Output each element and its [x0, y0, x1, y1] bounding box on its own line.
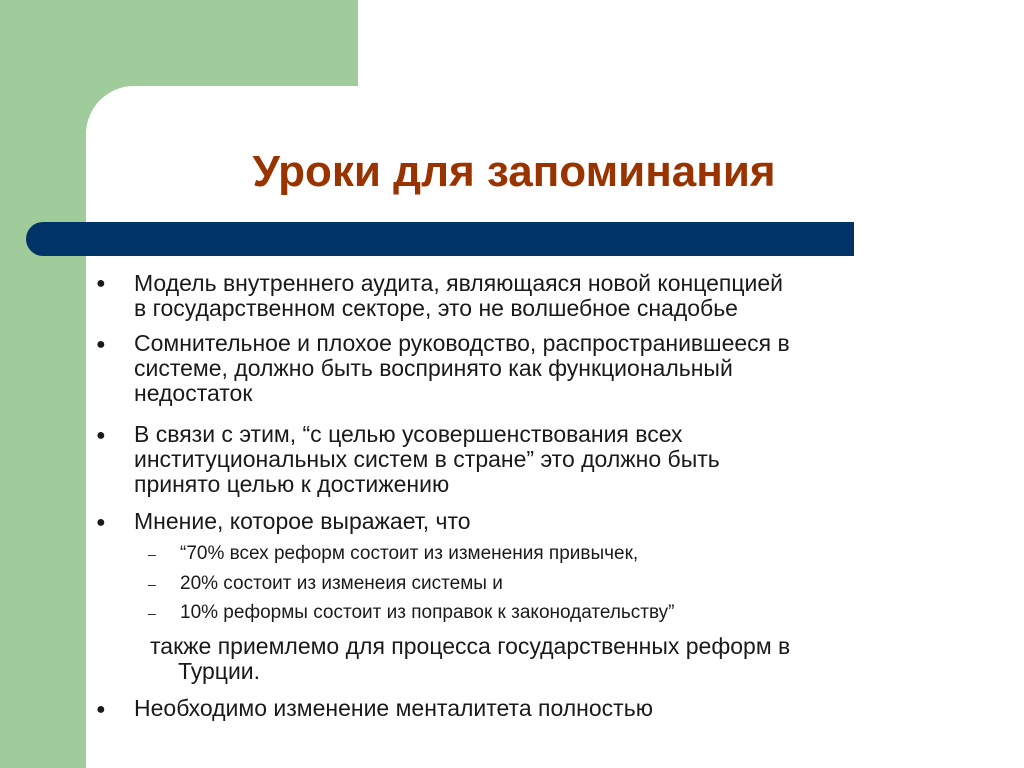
sub-bullet-dash: –: [148, 546, 156, 562]
sub-bullet-dash: –: [148, 605, 156, 621]
bullet-item-3-line-1: В связи с этим, “с целью усовершенствования всех: [134, 421, 683, 447]
bullet-item-5: [134, 696, 964, 721]
sub-item-3: 10% реформы состоит из поправок к законодательству”: [180, 602, 675, 623]
sub-item-1: “70% всех реформ состоит из изменения привычек,: [180, 543, 639, 564]
sub-bullet-dash: –: [148, 576, 156, 592]
bullet-item-1: [134, 271, 964, 321]
bullet-marker: ●: [96, 275, 106, 292]
slide-title: Уроки для запоминания: [252, 147, 776, 196]
bullet-item-4-line-1: Мнение, которое выражает, что: [134, 508, 471, 534]
bullet-item-3-line-3: принято целью к достижению: [134, 471, 450, 497]
bullet-marker: ●: [96, 514, 106, 531]
continuation-text: [150, 634, 960, 684]
bullet-item-2: [134, 331, 964, 406]
bullet-marker: ●: [96, 427, 106, 444]
bullet-item-5-line-1: Необходимо изменение менталитета полностью: [134, 695, 653, 721]
bullet-item-2-line-2: системе, должно быть воспринято как функциональный: [134, 355, 733, 381]
bullet-marker: ●: [96, 336, 106, 353]
sub-item-2: 20% состоит из изменеия системы и: [180, 573, 503, 594]
bullet-item-4: [134, 509, 964, 534]
continuation-line-2: Турции.: [178, 658, 261, 684]
bullet-item-2-line-1: Сомнительное и плохое руководство, распространившееся в: [134, 330, 790, 356]
bullet-item-3-line-2: институциональных систем в стране” это должно быть: [134, 446, 720, 472]
bullet-item-3: [134, 422, 964, 497]
bullet-item-1-line-1: Модель внутреннего аудита, являющаяся новой концепцией: [134, 270, 784, 296]
continuation-line-1: также приемлемо для процесса государственных реформ в: [150, 633, 791, 659]
bullet-item-1-line-2: в государственном секторе, это не волшебное снадобье: [134, 295, 738, 321]
bullet-marker: ●: [96, 701, 106, 718]
bullet-item-2-line-3: недостаток: [134, 380, 253, 406]
